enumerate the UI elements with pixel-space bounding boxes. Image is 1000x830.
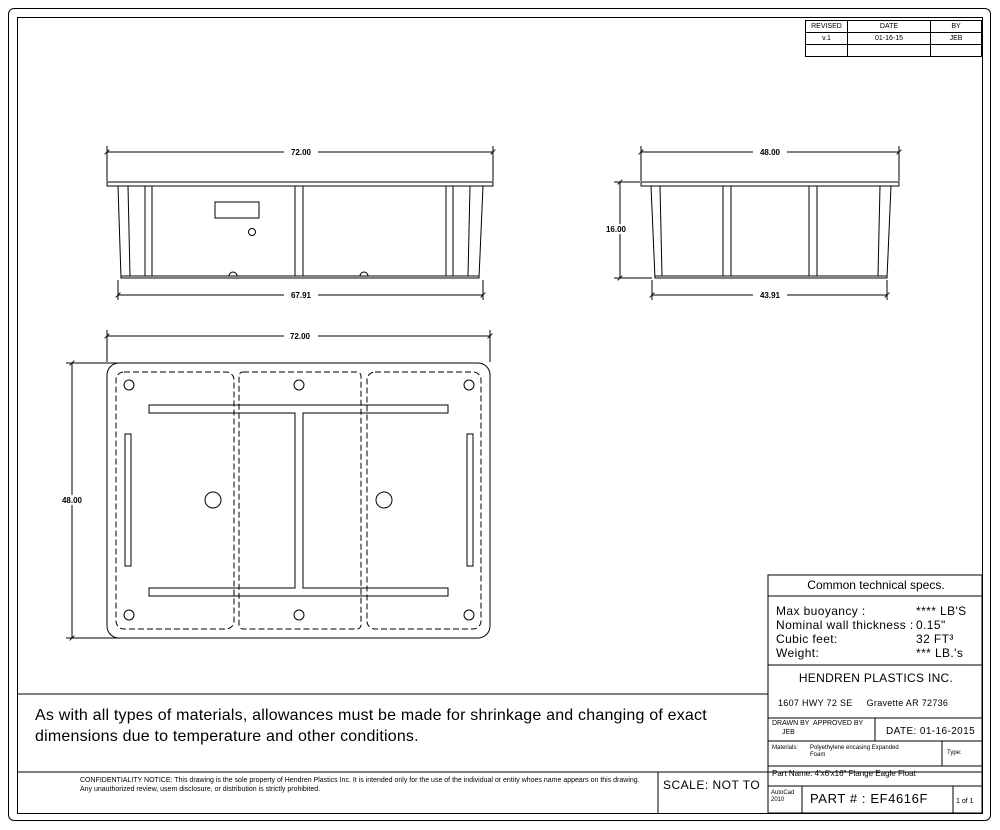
buoyancy-label: Max buoyancy : — [776, 604, 866, 618]
shrinkage-note: As with all types of materials, allowances must be made for shrinkage and changing of exact dimensions due to temperature and other conditions. — [35, 707, 707, 745]
dim-side-bottom: 43.91 — [759, 291, 781, 300]
plan-view — [66, 330, 490, 638]
dim-front-width: 72.00 — [290, 148, 312, 157]
rev-by: JEB — [931, 33, 982, 45]
weight-label: Weight: — [776, 646, 820, 660]
software-label: AutoCad 2010 — [771, 790, 795, 803]
approved-by-label: APPROVED BY — [812, 720, 864, 727]
drawn-by-label: DRAWN BY — [772, 720, 810, 727]
materials-label: Materials: — [772, 745, 799, 751]
drawn-by-value: JEB — [782, 729, 795, 736]
side-view — [614, 146, 899, 300]
rev-version: v.1 — [806, 33, 848, 45]
confidentiality-notice: CONFIDENTIALITY NOTICE: This drawing is the sole property of Hendren Plastics Inc. It is intended only for the use of the individual or entity whoes name appears on this drawing. Any unauthorized review, usem disclosure, or distribution is strictly prohibited. — [80, 777, 640, 793]
drawn-approved-labels — [772, 720, 863, 727]
dim-plan-length: 48.00 — [61, 496, 83, 505]
dim-plan-width: 72.00 — [289, 332, 311, 341]
part-name: Part Name: 4'x6'x16" Flange Eagle Float — [772, 769, 916, 778]
company-name: HENDREN PLASTICS INC. — [798, 671, 954, 685]
rev-header-by: BY — [931, 21, 982, 33]
sheet-number: 1 of 1 — [956, 798, 974, 805]
rev-header-date: DATE — [848, 21, 931, 33]
front-view — [107, 146, 493, 300]
city-address: Gravette AR 72736 — [866, 698, 949, 708]
wall-thickness-value: 0.15" — [916, 618, 946, 632]
dim-front-bottom: 67.91 — [290, 291, 312, 300]
cubic-feet-label: Cubic feet: — [776, 632, 838, 646]
materials-value: Polyethylene encasing Expanded Foam — [810, 745, 899, 758]
specs-title: Common technical specs. — [807, 578, 945, 592]
rev-header-revised: REVISED — [806, 21, 848, 33]
buoyancy-value: **** LB'S — [916, 604, 967, 618]
rev-date: 01-16-15 — [848, 33, 931, 45]
drawing-date: DATE: 01-16-2015 — [886, 726, 976, 737]
type-label: Type: — [947, 750, 962, 756]
cubic-feet-value: 32 FT³ — [916, 632, 954, 646]
dim-side-height: 16.00 — [605, 225, 627, 234]
scale-label: SCALE: NOT TO — [663, 778, 761, 792]
dim-side-width: 48.00 — [759, 148, 781, 157]
weight-value: *** LB.'s — [916, 646, 964, 660]
wall-thickness-label: Nominal wall thickness : — [776, 618, 914, 632]
street-address: 1607 HWY 72 SE — [778, 698, 853, 708]
part-number: PART # : EF4616F — [810, 791, 928, 806]
company-address — [778, 698, 948, 708]
